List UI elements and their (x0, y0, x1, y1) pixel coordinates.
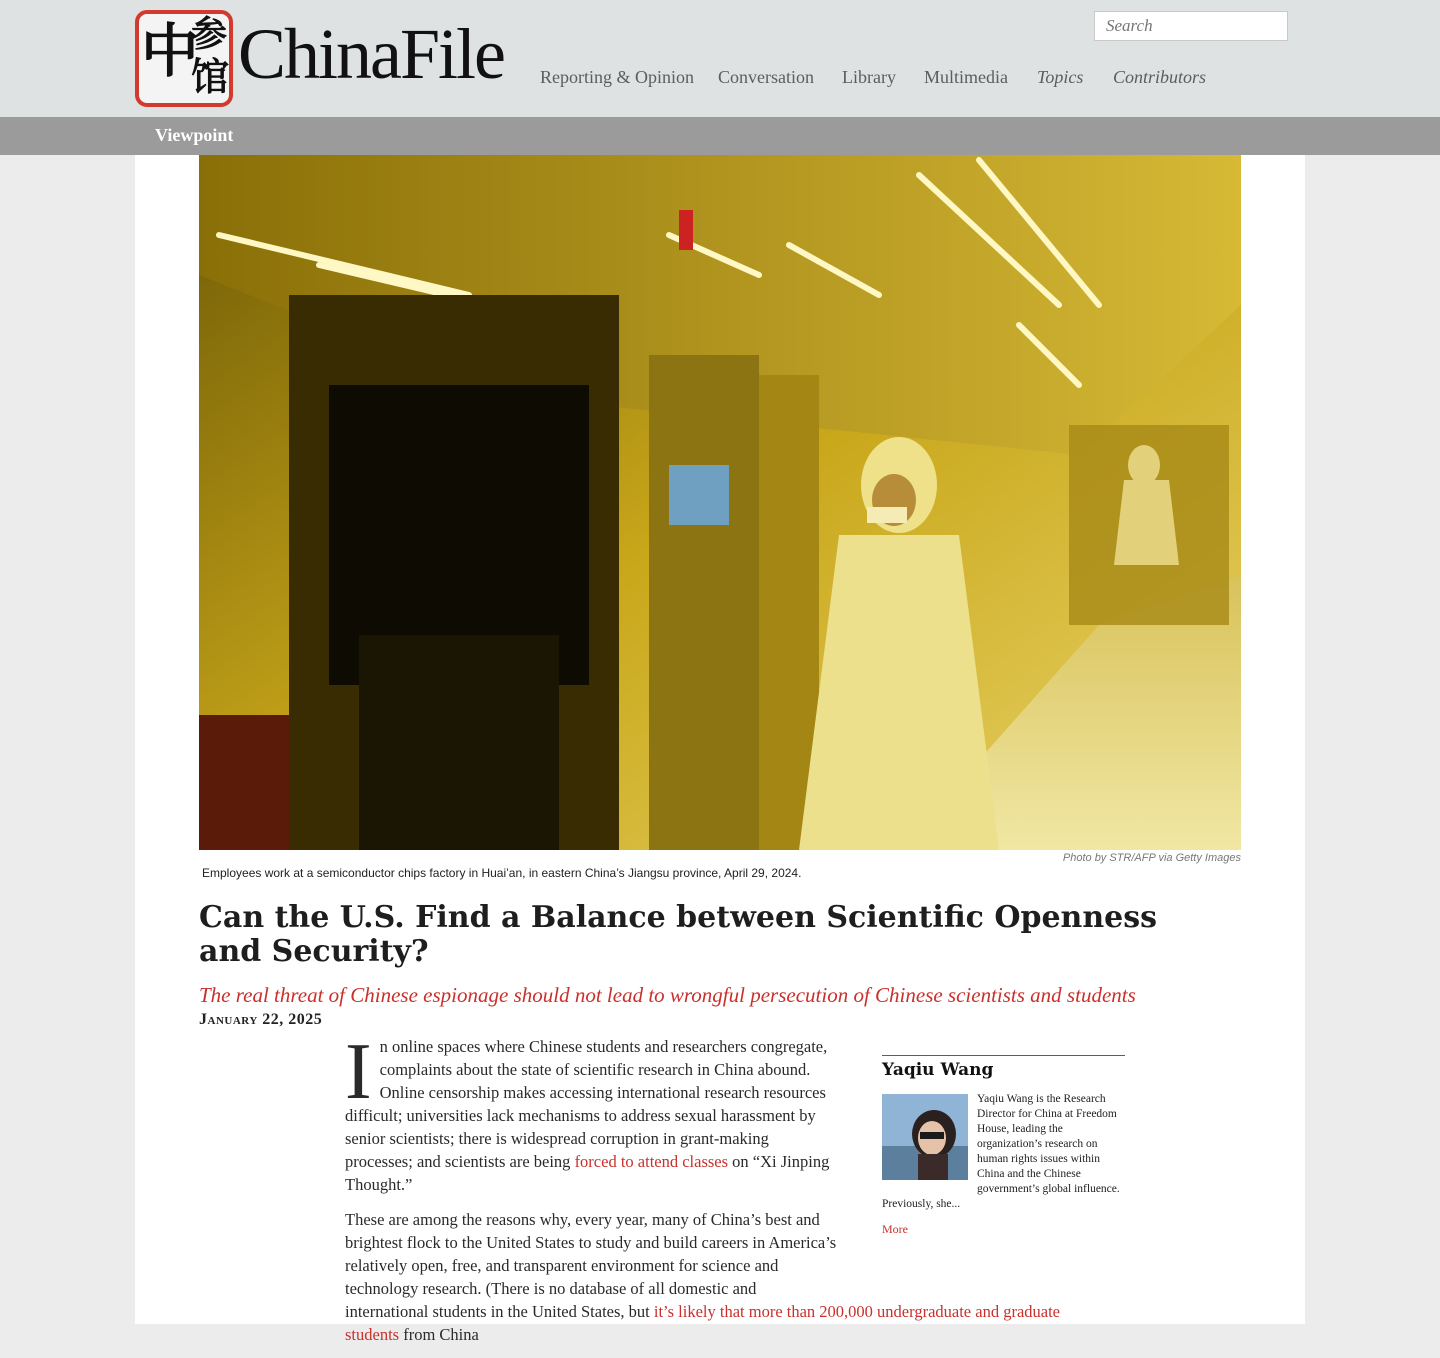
inline-link[interactable]: forced to attend classes (574, 1152, 729, 1171)
nav-item-contributors[interactable]: Contributors (1113, 67, 1207, 87)
site-header (0, 0, 1440, 117)
section-bar (0, 117, 1440, 155)
article-subtitle: The real threat of Chinese espionage should not lead to wrongful persecution of Chinese scientists and students (199, 983, 1136, 1007)
paragraph-text: on “Xi Jinping Thought.” (345, 1152, 830, 1194)
seal-character: 中 (141, 17, 200, 85)
nav-item-conversation[interactable]: Conversation (718, 67, 814, 87)
hero-photo-illustration (199, 155, 1241, 850)
photo-credit: Photo by STR/AFP via Getty Images (1062, 852, 1241, 864)
photo-caption: Employees work at a semiconductor chips factory in Huai’an, in eastern China’s Jiangsu province, April 29, 2024. (202, 866, 802, 880)
paragraph (345, 1028, 840, 1196)
article-title: Can the U.S. Find a Balance between Scientific Openness and Security? (199, 900, 1158, 969)
seal-character: 馆 (191, 54, 230, 99)
nav-item-multimedia[interactable]: Multimedia (924, 67, 1008, 87)
nav-item-topics[interactable]: Topics (1037, 67, 1084, 87)
paragraph-text: These are among the reasons why, every year, many of China’s best and brightest flock to the United States to study and build careers in America’s relatively open, free, and transparent environment for science and technology research. (There is no database of all domestic and international students in the United States, but (345, 1210, 837, 1321)
site-logo-wordmark[interactable]: ChinaFile (238, 14, 504, 94)
seal-character: 参 (191, 13, 228, 55)
nav-item-reporting-opinion[interactable]: Reporting & Opinion (540, 67, 694, 87)
author-photo[interactable] (882, 1094, 968, 1180)
author-bio: Yaqiu Wang is the Research Director for China at Freedom House, leading the organization’s research on human rights issues within China and the Chinese government’s global influence. Previously, she... (882, 1093, 1120, 1210)
author-card (882, 1055, 1125, 1237)
author-photo-illustration (882, 1094, 968, 1180)
logo-seal[interactable] (135, 10, 233, 107)
author-more-link[interactable]: More (882, 1222, 908, 1236)
section-label[interactable]: Viewpoint (155, 125, 234, 145)
nav-item-library[interactable]: Library (842, 67, 896, 87)
author-name[interactable]: Yaqiu Wang (882, 1060, 994, 1080)
article-date: January 22, 2025 (199, 1011, 323, 1028)
paragraph-text: from China (399, 1325, 479, 1344)
inline-link[interactable]: it’s likely that more than 200,000 undergraduate and graduate students (345, 1302, 1060, 1344)
paragraph-text: n online spaces where Chinese students and researchers congregate, complaints about the state of scientific research in China abound. Online censorship makes accessing international research resources difficult; universities lack mechanisms to address sexual harassment by senior scientists; there is widespread corruption in grant-making processes; and scientists are being (345, 1037, 828, 1171)
drop-cap: I (345, 1028, 372, 1116)
hero-image (199, 155, 1241, 850)
search-input[interactable] (1094, 11, 1288, 41)
